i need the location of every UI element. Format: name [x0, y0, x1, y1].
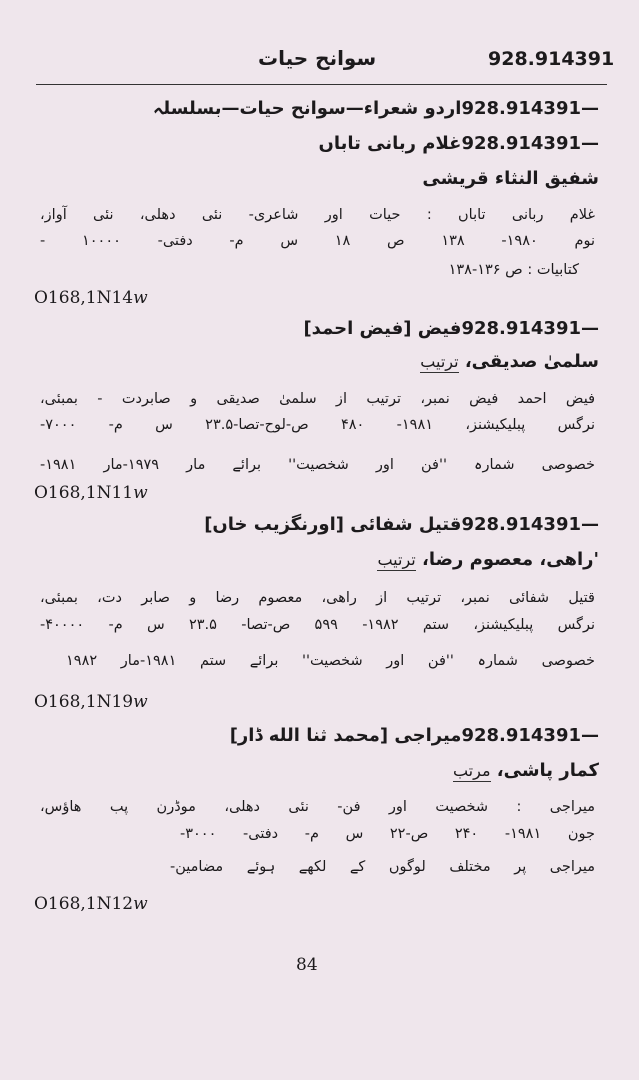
entry-heading	[40, 318, 599, 339]
entry-call-number: O168,1N19w	[34, 692, 148, 712]
entry-desc-line: میراجی پر مختلف لوگوں کے لکھے ہوئے مضامین-	[170, 859, 595, 875]
entry-call-number: O168,1N12w	[34, 894, 148, 914]
entry-author: کمار پاشی، مرتب	[452, 760, 599, 781]
entry-heading	[40, 514, 599, 535]
entry-desc-line: نوم ۱۹۸۰- ۱۳۸ ص ۱۸ س م- دفتی- ۱۰۰۰۰ -	[40, 233, 596, 249]
entry-code: 928.914391—	[461, 725, 599, 746]
entry-desc-line: غلام ربانی تاباں : حیات اور شاعری- نئی دهلی، نئی آواز،	[40, 207, 595, 223]
header-class-number: 928.914391	[488, 48, 615, 70]
entry-subject: قتیل شفائی [اورنگزیب خاں]	[204, 514, 462, 535]
entry-heading	[40, 133, 599, 154]
entry-desc-line: نرگس پبلیکیشنز، ۱۹۸۱- ۴۸۰ ص-لوح-تصا-۲۳.۵ س م- ۷۰۰۰-	[40, 417, 595, 433]
entry-desc-line: نرگس پبلیکیشنز، ستم ۱۹۸۲- ۵۹۹ ص-تصا- ۲۳.۵ س م- ۴۰۰۰۰-	[40, 617, 595, 633]
entry-desc-line: فیض احمد فیض نمبر، ترتیب از سلمیٰ صدیقی و صابردت - بمبئی،	[40, 391, 595, 407]
entry-desc-line: خصوصی شمارہ ''فن اور شخصیت'' برائے مار ۱۹۷۹-مار ۱۹۸۱-	[40, 457, 595, 473]
entry-subject: میراجی [محمد ثنا الله ڈار]	[229, 725, 462, 746]
entry-desc-line: خصوصی شمارہ ''فن اور شخصیت'' برائے ستم ۱۹۸۱-مار ۱۹۸۲	[66, 653, 595, 669]
header-title: سوانح حیات	[258, 46, 377, 70]
entry-code: 928.914391—	[461, 514, 599, 535]
entry-subject: غلام ربانی تاباں	[318, 133, 462, 154]
entry-desc-line: میراجی : شخصیت اور فن- نئی دهلی، موڈرن پب هاؤس،	[40, 799, 595, 815]
entry-heading	[40, 725, 599, 746]
entry-code: 928.914391—	[461, 133, 599, 154]
entry-desc-line: کتابیات : ص ۱۳۶-۱۳۸	[448, 262, 579, 278]
page-header	[36, 46, 615, 80]
entry-role: مرتب	[452, 761, 491, 780]
entry-subject: فیض [فیض احمد]	[303, 318, 462, 339]
entry-code: 928.914391—	[461, 98, 599, 119]
entry-author: سلمیٰ صدیقی، ترتیب	[420, 351, 599, 372]
entry-role: ترتیب	[420, 352, 459, 371]
entry-author: شفیق النثاء قریشی	[422, 168, 599, 189]
page-number: 84	[296, 955, 318, 975]
entry-desc-line: قتیل شفائی نمبر، ترتیب از راهی، معصوم رضا و صابر دت، بمبئی،	[40, 590, 595, 606]
entry-code: 928.914391—	[461, 318, 599, 339]
entry-desc-line: جون ۱۹۸۱- ۲۴۰ ص-۲۲ س م- دفتی- ۳۰۰۰-	[180, 826, 595, 842]
entry-author: 'راهی، معصوم رضا، ترتیب	[377, 549, 599, 570]
entry-call-number: O168,1N14w	[34, 288, 148, 308]
entry-role: ترتیب	[377, 550, 416, 569]
entry-heading	[40, 98, 599, 119]
header-rule	[36, 84, 607, 85]
entry-subject: اردو شعراء—سوانح حیات—بسلسلہ	[152, 98, 462, 119]
entry-call-number: O168,1N11w	[34, 483, 148, 503]
